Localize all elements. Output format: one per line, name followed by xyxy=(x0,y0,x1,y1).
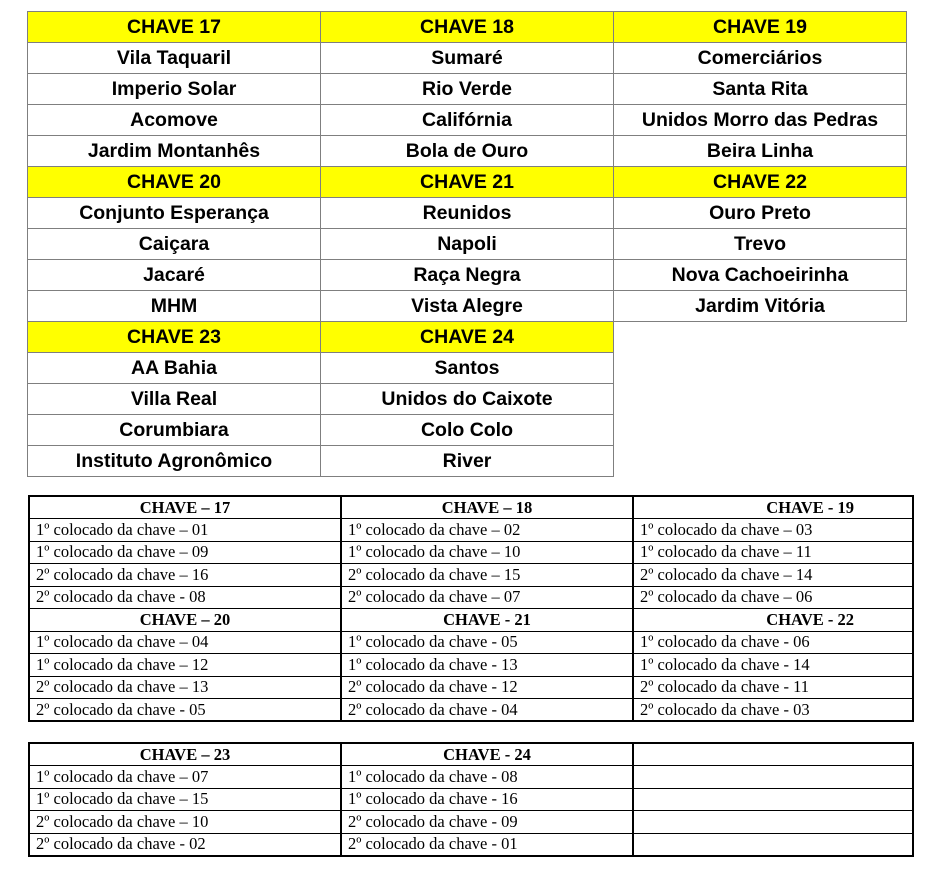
placement-row xyxy=(29,541,913,564)
placement-cell: 2º colocado da chave - 04 xyxy=(341,699,633,722)
placement-cell: 1º colocado da chave – 03 xyxy=(633,519,913,542)
placement-row xyxy=(29,519,913,542)
team-cell: Comerciários xyxy=(614,43,907,74)
team-row xyxy=(28,353,907,384)
team-cell: Vista Alegre xyxy=(321,291,614,322)
team-cell: Reunidos xyxy=(321,198,614,229)
placement-row xyxy=(29,788,913,811)
team-cell: Jacaré xyxy=(28,260,321,291)
placement-row xyxy=(29,699,913,722)
team-cell: Unidos do Caixote xyxy=(321,384,614,415)
placement-row xyxy=(29,676,913,699)
placement-cell xyxy=(633,766,913,789)
team-cell: Instituto Agronômico xyxy=(28,446,321,477)
team-row xyxy=(28,105,907,136)
team-cell: Colo Colo xyxy=(321,415,614,446)
placement-table xyxy=(28,495,914,722)
team-cell: AA Bahia xyxy=(28,353,321,384)
groups-table xyxy=(27,11,907,477)
group-header-row xyxy=(28,167,907,198)
team-cell: Caiçara xyxy=(28,229,321,260)
placement-header-row xyxy=(29,743,913,766)
team-cell: MHM xyxy=(28,291,321,322)
team-cell: Rio Verde xyxy=(321,74,614,105)
placement-row xyxy=(29,654,913,677)
team-row xyxy=(28,415,907,446)
team-row xyxy=(28,229,907,260)
placement-header: CHAVE - 19 xyxy=(633,496,913,519)
team-cell: Santa Rita xyxy=(614,74,907,105)
placement-cell: 2º colocado da chave - 05 xyxy=(29,699,341,722)
team-cell: Corumbiara xyxy=(28,415,321,446)
team-cell: Trevo xyxy=(614,229,907,260)
placement-cell: 1º colocado da chave – 09 xyxy=(29,541,341,564)
team-cell: Sumaré xyxy=(321,43,614,74)
group-header: CHAVE 19 xyxy=(614,12,907,43)
placement-cell: 1º colocado da chave – 01 xyxy=(29,519,341,542)
placement-cell: 2º colocado da chave - 08 xyxy=(29,586,341,609)
placement-header: CHAVE – 17 xyxy=(29,496,341,519)
group-header: CHAVE 20 xyxy=(28,167,321,198)
placement-cell: 2º colocado da chave - 12 xyxy=(341,676,633,699)
empty-cell xyxy=(614,384,907,415)
team-cell: Nova Cachoeirinha xyxy=(614,260,907,291)
team-cell: Bola de Ouro xyxy=(321,136,614,167)
team-cell: Jardim Vitória xyxy=(614,291,907,322)
team-cell: Jardim Montanhês xyxy=(28,136,321,167)
placement-cell: 1º colocado da chave - 05 xyxy=(341,631,633,654)
group-header: CHAVE 21 xyxy=(321,167,614,198)
placement-cell: 2º colocado da chave – 15 xyxy=(341,564,633,587)
placement-header: CHAVE - 24 xyxy=(341,743,633,766)
empty-cell xyxy=(614,353,907,384)
placement-cell xyxy=(633,833,913,856)
group-header-row xyxy=(28,12,907,43)
placement-cell: 1º colocado da chave – 15 xyxy=(29,788,341,811)
placement-cell: 1º colocado da chave – 02 xyxy=(341,519,633,542)
placement-cell: 2º colocado da chave – 10 xyxy=(29,811,341,834)
placement-cell: 2º colocado da chave – 07 xyxy=(341,586,633,609)
placement-cell: 1º colocado da chave – 10 xyxy=(341,541,633,564)
placement-header: CHAVE - 22 xyxy=(633,609,913,632)
team-cell: Imperio Solar xyxy=(28,74,321,105)
team-cell: Acomove xyxy=(28,105,321,136)
placement-cell: 1º colocado da chave – 11 xyxy=(633,541,913,564)
placement-row xyxy=(29,811,913,834)
group-header: CHAVE 24 xyxy=(321,322,614,353)
placement-header: CHAVE – 18 xyxy=(341,496,633,519)
placement-row xyxy=(29,631,913,654)
team-row xyxy=(28,384,907,415)
empty-cell xyxy=(614,322,907,353)
placement-row xyxy=(29,564,913,587)
placement-header: CHAVE - 21 xyxy=(341,609,633,632)
placement-cell xyxy=(633,788,913,811)
team-cell: Califórnia xyxy=(321,105,614,136)
group-header: CHAVE 23 xyxy=(28,322,321,353)
placement-cell: 2º colocado da chave - 01 xyxy=(341,833,633,856)
placement-header-row xyxy=(29,609,913,632)
placement-cell: 1º colocado da chave – 12 xyxy=(29,654,341,677)
team-row xyxy=(28,198,907,229)
team-row xyxy=(28,74,907,105)
team-row xyxy=(28,446,907,477)
team-row xyxy=(28,291,907,322)
team-row xyxy=(28,260,907,291)
team-cell: Raça Negra xyxy=(321,260,614,291)
group-header-row xyxy=(28,322,907,353)
placement-cell: 2º colocado da chave - 09 xyxy=(341,811,633,834)
team-cell: Santos xyxy=(321,353,614,384)
placement-cell: 1º colocado da chave - 06 xyxy=(633,631,913,654)
placement-header: CHAVE – 23 xyxy=(29,743,341,766)
empty-cell xyxy=(614,446,907,477)
placement-cell: 1º colocado da chave - 08 xyxy=(341,766,633,789)
placement-cell: 2º colocado da chave – 06 xyxy=(633,586,913,609)
placement-header-row xyxy=(29,496,913,519)
empty-cell xyxy=(614,415,907,446)
placement-row xyxy=(29,766,913,789)
placement-cell: 2º colocado da chave - 03 xyxy=(633,699,913,722)
group-header: CHAVE 18 xyxy=(321,12,614,43)
placement-table xyxy=(28,742,914,857)
team-cell: Beira Linha xyxy=(614,136,907,167)
group-header: CHAVE 22 xyxy=(614,167,907,198)
placement-cell: 2º colocado da chave – 16 xyxy=(29,564,341,587)
placement-cell: 2º colocado da chave – 14 xyxy=(633,564,913,587)
team-cell: Conjunto Esperança xyxy=(28,198,321,229)
placement-row xyxy=(29,833,913,856)
placement-cell: 1º colocado da chave – 07 xyxy=(29,766,341,789)
team-cell: River xyxy=(321,446,614,477)
placement-header xyxy=(633,743,913,766)
placement-cell: 2º colocado da chave - 11 xyxy=(633,676,913,699)
team-cell: Ouro Preto xyxy=(614,198,907,229)
team-cell: Napoli xyxy=(321,229,614,260)
team-cell: Unidos Morro das Pedras xyxy=(614,105,907,136)
placement-cell: 2º colocado da chave - 02 xyxy=(29,833,341,856)
placement-header: CHAVE – 20 xyxy=(29,609,341,632)
group-header: CHAVE 17 xyxy=(28,12,321,43)
placement-cell: 1º colocado da chave - 14 xyxy=(633,654,913,677)
team-cell: Vila Taquaril xyxy=(28,43,321,74)
placement-cell: 1º colocado da chave - 13 xyxy=(341,654,633,677)
team-row xyxy=(28,136,907,167)
placement-cell: 1º colocado da chave – 04 xyxy=(29,631,341,654)
placement-cell xyxy=(633,811,913,834)
team-row xyxy=(28,43,907,74)
team-cell: Villa Real xyxy=(28,384,321,415)
placement-cell: 2º colocado da chave – 13 xyxy=(29,676,341,699)
placement-cell: 1º colocado da chave - 16 xyxy=(341,788,633,811)
placement-row xyxy=(29,586,913,609)
